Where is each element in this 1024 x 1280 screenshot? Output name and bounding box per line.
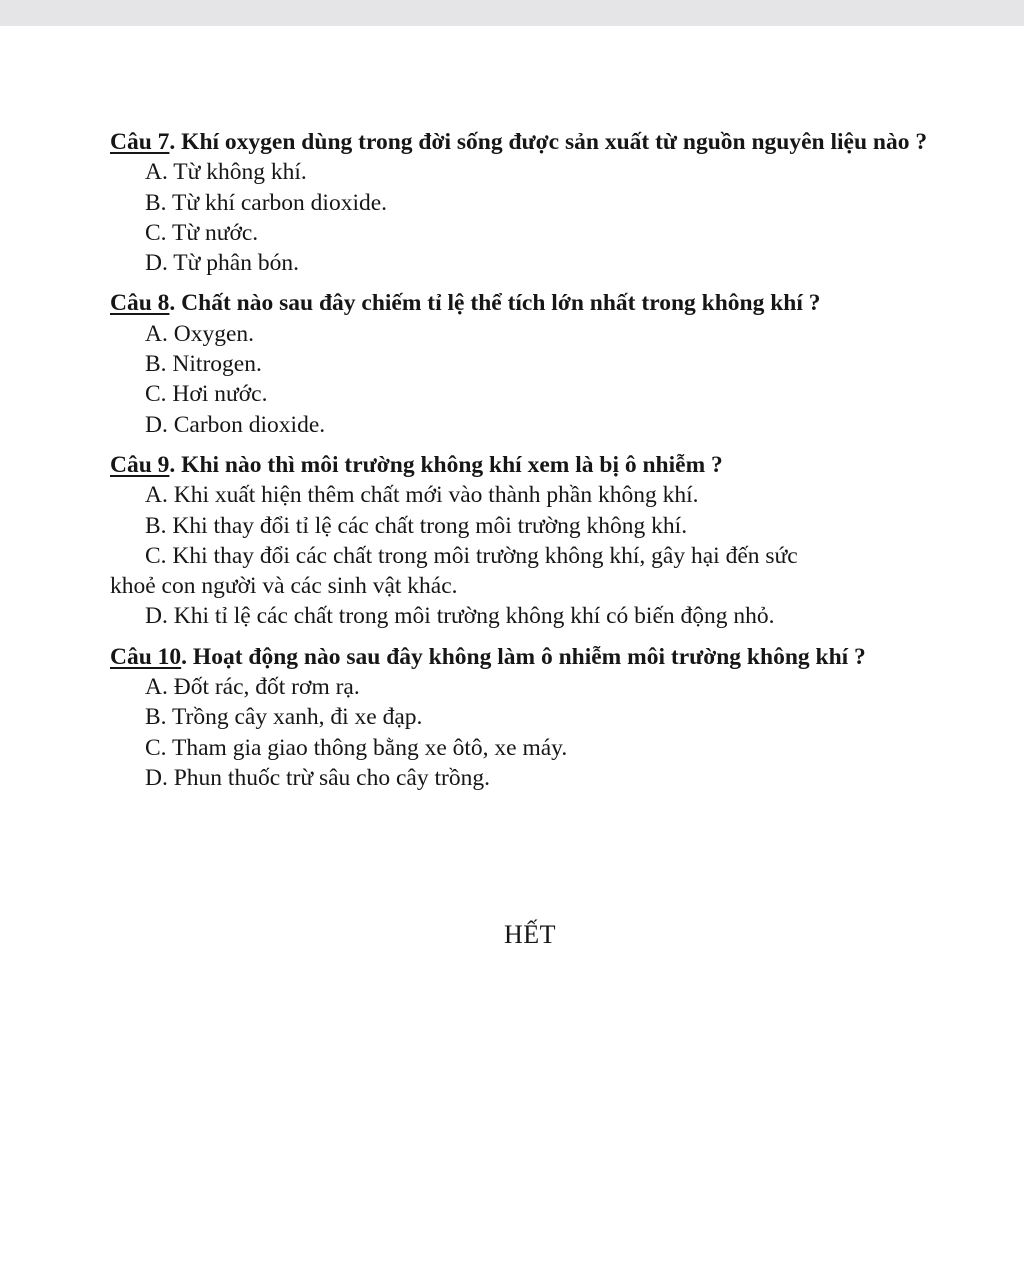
option-b: B. Từ khí carbon dioxide. — [145, 189, 388, 216]
question-text: . Chất nào sau đây chiếm tỉ lệ thể tích lớn nhất trong không khí ? — [169, 290, 821, 317]
question-heading — [110, 450, 960, 480]
question-8 — [110, 288, 960, 439]
option-c-continued: khoẻ con người và các sinh vật khác. — [110, 573, 458, 600]
top-strip — [0, 0, 1024, 26]
question-text: . Khí oxygen dùng trong đời sống được sản xuất từ nguồn nguyên liệu nào ? — [169, 129, 928, 155]
option-c: C. Hơi nước. — [145, 381, 268, 408]
question-number: Câu 7 — [110, 129, 170, 155]
question-heading — [110, 127, 960, 157]
option-b: B. Nitrogen. — [145, 351, 262, 378]
question-heading — [110, 288, 960, 318]
question-7 — [110, 127, 960, 278]
question-number: Câu 10 — [110, 643, 182, 670]
question-9 — [110, 450, 960, 632]
option-b: B. Trồng cây xanh, đi xe đạp. — [145, 704, 423, 731]
option-c: C. Khi thay đổi các chất trong môi trường không khí, gây hại đến sức — [145, 542, 798, 569]
question-number: Câu 8 — [110, 290, 170, 317]
question-heading — [110, 642, 960, 672]
question-10 — [110, 642, 960, 793]
option-d: D. Khi tỉ lệ các chất trong môi trường không khí có biến động nhỏ. — [145, 603, 775, 630]
option-d: D. Carbon dioxide. — [145, 411, 326, 438]
end-mark: HẾT — [503, 920, 557, 949]
option-d: D. Từ phân bón. — [145, 250, 299, 277]
option-a: A. Đốt rác, đốt rơm rạ. — [145, 674, 360, 701]
document-page — [0, 26, 1024, 1280]
option-c: C. Tham gia giao thông bằng xe ôtô, xe máy. — [145, 734, 568, 761]
question-list — [110, 127, 960, 803]
option-a: A. Từ không khí. — [145, 159, 307, 186]
option-d: D. Phun thuốc trừ sâu cho cây trồng. — [145, 764, 490, 791]
option-b: B. Khi thay đổi tỉ lệ các chất trong môi trường không khí. — [145, 512, 688, 539]
question-number: Câu 9 — [110, 451, 170, 478]
question-text: . Hoạt động nào sau đây không làm ô nhiễm môi trường không khí ? — [181, 643, 866, 670]
question-text: . Khi nào thì môi trường không khí xem là bị ô nhiễm ? — [169, 451, 723, 478]
option-a: A. Khi xuất hiện thêm chất mới vào thành phần không khí. — [145, 482, 699, 509]
option-a: A. Oxygen. — [145, 320, 254, 347]
option-c: C. Từ nước. — [145, 219, 259, 246]
